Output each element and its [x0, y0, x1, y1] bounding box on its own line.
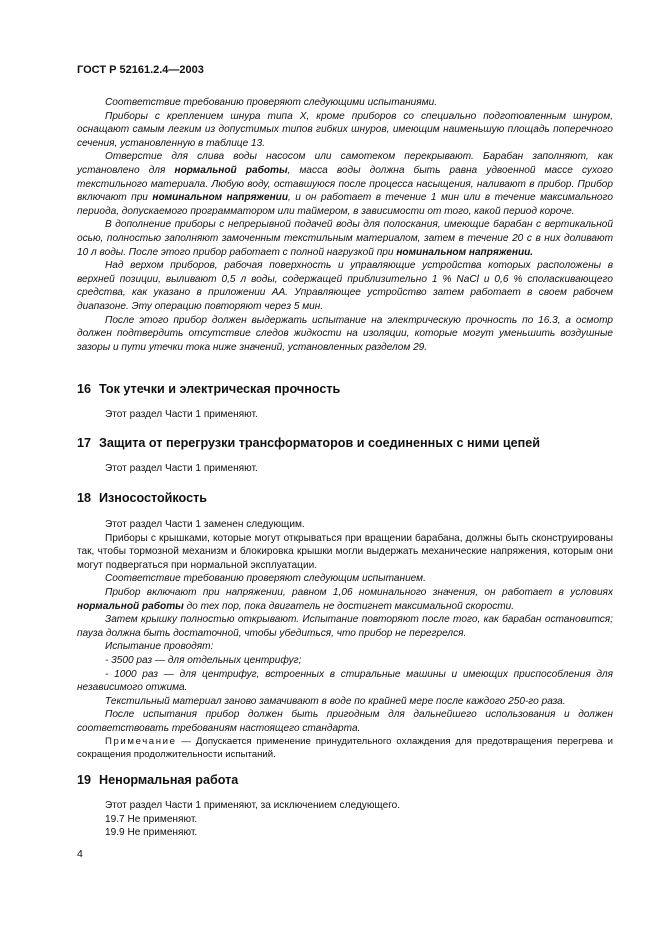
- section-text: Этот раздел Части 1 применяют.: [105, 409, 258, 420]
- section-heading: 19 Ненормальная работа: [77, 773, 239, 787]
- section-text: Этот раздел Части 1 применяют.: [105, 463, 258, 474]
- section-19: [77, 772, 613, 788]
- paragraph: Над верхом приборов, рабочая поверхность и управляющие устройства которых расположены в верхней позиции, выливают 0,5 л воды, содержащей приблизительно 1 % NaCl и 0,6 % споласкивающего средства, как указано в приложении АА. Управляющее устройство затем работает в своем рабочем диапазоне. Эту операцию повторяют через 5 мин.: [77, 260, 613, 312]
- section-19-body: [77, 799, 613, 840]
- section-16: [77, 381, 613, 397]
- section-heading: 17 Защита от перегрузки трансформаторов и соединенных с ними цепей: [77, 436, 540, 450]
- paragraph: 19.9 Не применяют.: [105, 827, 198, 839]
- paragraph: Затем крышку полностью открывают. Испытание повторяют после того, как барабан остановится; пауза должна быть достаточной, чтобы убедиться, что прибор не перегрелся.: [77, 614, 613, 639]
- paragraph: Соответствие требованию проверяют следующими испытаниями.: [105, 97, 438, 108]
- test-procedure-block: [77, 96, 613, 354]
- note-text: — Допускается применение принудительного охлаждения для предотвращения перегрева и сокращения продолжительности испытаний.: [77, 736, 613, 760]
- paragraph: Этот раздел Части 1 применяют, за исключением следующего.: [105, 800, 401, 811]
- section-heading: 18 Износостойкость: [77, 491, 207, 505]
- page-number: 4: [77, 848, 83, 860]
- paragraph: После испытания прибор должен быть пригодным для дальнейшего использования и должен соответствовать требованиям настоящего стандарта.: [77, 709, 613, 734]
- paragraph: В дополнение приборы с непрерывной подачей воды для полоскания, имеющие барабан с вертикальной осью, полностью заполняют замоченным текстильным материалом, затем в течение 20 с в них доливают 10 л воды. После этого прибор работает с полной нагрузкой при номинальном напряжении.: [77, 219, 613, 258]
- paragraph: Испытание проводят:: [105, 641, 214, 653]
- term-normal-operation: нормальной работы: [77, 600, 184, 612]
- section-17: [77, 435, 613, 451]
- note: [77, 735, 613, 761]
- section-18: [77, 490, 613, 506]
- section-18-body: [77, 518, 613, 736]
- paragraph: Приборы с креплением шнура типа X, кроме приборов со специально подготовленным шнуром, оснащают самым легким из допустимых типов гибких шнуров, имеющим наименьшую площадь поперечного сечения, установленную в таблице 13.: [77, 110, 613, 149]
- paragraph: Этот раздел Части 1 заменен следующим.: [105, 519, 305, 530]
- term-rated-voltage: номинальном напряжении: [152, 192, 289, 204]
- term-normal-operation: нормальной работы: [174, 164, 288, 176]
- note-label: Примечание: [105, 736, 177, 747]
- section-heading: 16 Ток утечки и электрическая прочность: [77, 382, 341, 396]
- paragraph: Отверстие для слива воды насосом или самотеком перекрывают. Барабан заполняют, как установлено для нормальной работы, масса воды должна быть равна удвоенной массе сухого текстильного материала. Любую воду, оставшуюся после процесса насыщения, наливают в прибор. Прибор включают при номинальном напряжении, и он работает в течение 1 мин или в течение максимального периода, допускаемого программатором или таймером, в зависимости от того, какой период короче.: [77, 151, 614, 217]
- paragraph: 19.7 Не применяют.: [105, 813, 198, 825]
- paragraph: После этого прибор должен выдержать испытание на электрическую прочность по 16.3, а осмотр должен подтвердить отсутствие следов жидкости на изоляции, которые могут уменьшить воздушные зазоры и пути утечки тока ниже значений, установленных разделом 29.: [77, 314, 613, 353]
- term-rated-voltage: номинальном напряжении.: [396, 246, 534, 258]
- paragraph: Текстильный материал заново замачивают в воде по крайней мере после каждого 250-го раза.: [105, 695, 566, 707]
- list-item: - 3500 раз — для отдельных центрифуг;: [105, 654, 302, 666]
- standard-header: ГОСТ Р 52161.2.4—2003: [77, 64, 204, 76]
- paragraph: Соответствие требованию проверяют следующим испытанием.: [105, 573, 426, 585]
- paragraph: Приборы с крышками, которые могут открываться при вращении барабана, должны быть сконструированы так, чтобы тормозной механизм и блокировка крышки могли выдержать механические напряжения, которым они могут подвергаться при нормальной эксплуатации.: [77, 532, 613, 571]
- paragraph: Прибор включают при напряжении, равном 1,06 номинального значения, он работает в условиях нормальной работы до тех пор, пока двигатель не достигнет максимальной скорости.: [77, 586, 613, 612]
- list-item: - 1000 раз — для центрифуг, встроенных в стиральные машины и имеющих приспособления для независимого отжима.: [77, 668, 613, 694]
